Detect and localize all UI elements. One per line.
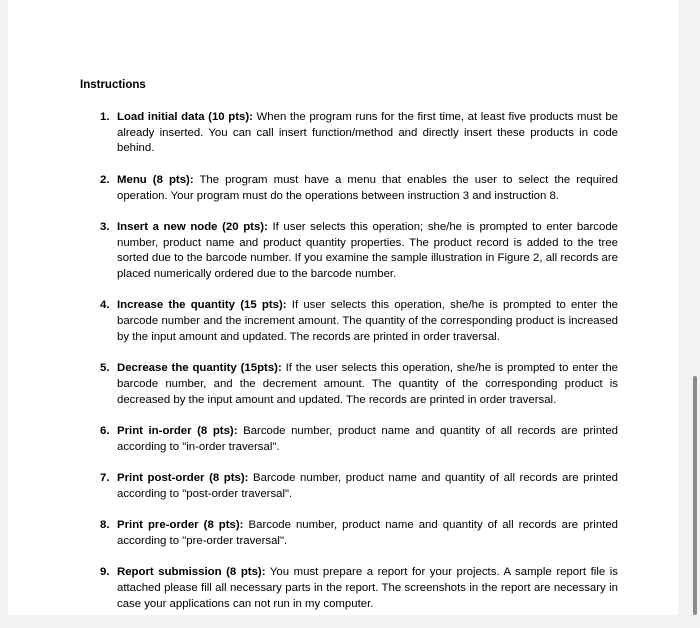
item-title: Print in-order (8 pts): (117, 424, 238, 437)
item-title: Print post-order (8 pts): (117, 472, 249, 485)
item-text: If user selects this operation, she/he is prompted to enter the barcode number and the increment amount. The quantity of the corresponding product is increased by the input amount and updated. The records are printed in order traversal. (117, 299, 619, 343)
item-title: Print pre-order (8 pts): (117, 519, 244, 532)
item-text: If the user selects this operation, she/he is prompted to enter the barcode number, and the decrement amount. The quantity of the corresponding product is decreased by the input amount and updated. The records are printed in order traversal. (117, 362, 618, 406)
item-text: Barcode number, product name and quantity of all records are printed according to "in-order traversal". (117, 424, 618, 453)
list-item (80, 471, 618, 502)
item-text: You must prepare a report for your projects. A sample report file is attached please fill all necessary parts in the report. The screenshots in the report are necessary in case your applications can not run in my computer. (117, 566, 618, 610)
item-title: Report submission (8 pts): (117, 566, 266, 579)
item-title: Decrease the quantity (15pts): (117, 362, 282, 375)
item-text: Barcode number, product name and quantity of all records are printed according to "post-order traversal". (117, 472, 618, 500)
list-item (80, 518, 618, 549)
list-item (80, 565, 618, 612)
list-item (80, 220, 618, 283)
item-text: When the program runs for the first time, at least five products must be already inserted. You can call insert function/method and directly insert these products in code behind. (117, 111, 618, 155)
item-title: Insert a new node (20 pts): (117, 220, 268, 233)
list-item (80, 424, 618, 455)
item-text: The program must have a menu that enables the user to select the required operation. Your program must do the operations between instruction 3 and instruction 8. (117, 173, 618, 202)
item-number: 1. (100, 111, 110, 123)
list-item (80, 361, 618, 408)
item-number: 5. (100, 362, 110, 375)
list-item (80, 173, 618, 204)
item-text: Barcode number, product name and quantity of all records are printed according to "pre-order traversal". (117, 519, 618, 547)
item-number: 6. (100, 424, 110, 437)
instructions-list (80, 110, 618, 628)
item-title: Menu (8 pts): (117, 173, 194, 186)
item-number: 9. (100, 566, 110, 579)
item-number: 2. (100, 173, 110, 186)
item-number: 7. (100, 472, 110, 485)
scrollbar[interactable] (693, 376, 697, 615)
item-title: Load initial data (10 pts): (117, 111, 253, 123)
list-item (80, 110, 618, 157)
item-title: Increase the quantity (15 pts): (117, 299, 287, 312)
item-number: 4. (100, 299, 110, 312)
item-number: 8. (100, 519, 110, 532)
page-heading: Instructions (80, 79, 146, 91)
item-text: If user selects this operation; she/he is prompted to enter barcode number, product name and product quantity properties. The product record is added to the tree sorted due to the barcode number. If you examine the sample illustration in Figure 2, all records are placed numerically ordered due to the barcode number. (117, 220, 618, 280)
list-item (80, 298, 618, 345)
item-number: 3. (100, 220, 110, 233)
